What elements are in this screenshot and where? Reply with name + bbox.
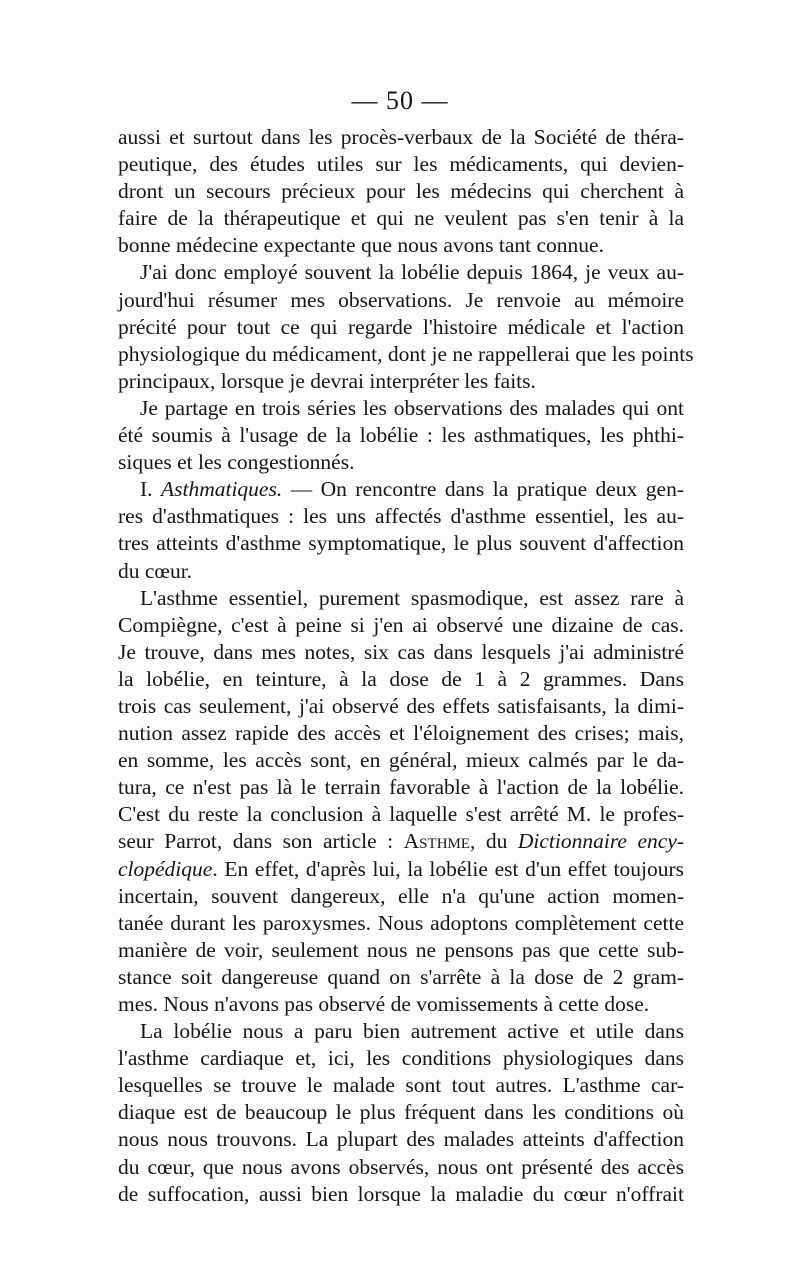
text-line: tanée durant les paroxysmes. Nous adoptons complètement cette xyxy=(118,910,684,935)
text-line: mes. Nous n'avons pas observé de vomissements à cette dose. xyxy=(118,992,650,1016)
text-line: C'est du reste la conclusion à laquelle s'est arrêté M. le profes- xyxy=(118,802,684,827)
text-line: J'ai donc employé souvent la lobélie depuis 1864, je veux au- xyxy=(140,260,684,285)
text-line: été soumis à l'usage de la lobélie : les asthmatiques, les phthi- xyxy=(118,423,684,448)
text-line: en somme, les accès sont, en général, mieux calmés par le da- xyxy=(118,748,684,773)
text-line: peutique, des études utiles sur les médicaments, qui devien- xyxy=(118,152,684,177)
text-run: . En effet, d'après lui, la lobélie est d'un effet toujours xyxy=(212,856,684,881)
text-line: bonne médecine expectante que nous avons tant connue. xyxy=(118,233,604,258)
text-line: Compiègne, c'est à peine si j'en ai observé une dizaine de cas. xyxy=(118,612,684,637)
text-line: de suffocation, aussi bien lorsque la maladie du cœur n'offrait xyxy=(118,1181,684,1206)
article-title: Asthme xyxy=(403,829,471,854)
text-line: siques et les congestionnés. xyxy=(118,450,355,475)
text-line: Je trouve, dans mes notes, six cas dans lesquels j'ai administré xyxy=(118,639,684,664)
text-line: la lobélie, en teinture, à la dose de 1 à 2 grammes. Dans xyxy=(118,666,684,691)
text-line: faire de la thérapeutique et qui ne veulent pas s'en tenir à la xyxy=(118,206,684,231)
section-number: I. xyxy=(140,477,161,502)
text-line: La lobélie nous a paru bien autrement active et utile dans xyxy=(140,1019,684,1044)
text-run: seur Parrot, dans son article : xyxy=(118,829,404,854)
text-line: l'asthme cardiaque et, ici, les conditions physiologiques dans xyxy=(118,1046,684,1071)
text-line: jourd'hui résumer mes observations. Je renvoie au mémoire xyxy=(118,287,684,312)
text-line: res d'asthmatiques : les uns affectés d'asthme essentiel, les au- xyxy=(118,504,684,529)
text-line: L'asthme essentiel, purement spasmodique, est assez rare à xyxy=(140,585,684,610)
text-line: nution assez rapide des accès et l'éloignement des crises; mais, xyxy=(118,721,684,746)
text-run: — On rencontre dans la pratique deux gen- xyxy=(282,477,684,502)
text-line: tres atteints d'asthme symptomatique, le plus souvent d'affection xyxy=(118,531,684,556)
text-line: nous nous trouvons. La plupart des malades atteints d'affection xyxy=(118,1127,684,1152)
work-title: Dictionnaire ency- xyxy=(517,829,684,854)
text-line: dront un secours précieux pour les médecins qui cherchent à xyxy=(118,179,684,204)
text-line: aussi et surtout dans les procès-verbaux de la Société de théra- xyxy=(118,125,684,149)
text-line: du cœur. xyxy=(118,558,193,583)
section-heading-line xyxy=(118,476,684,503)
text-line: précité pour tout ce qui regarde l'histoire médicale et l'action xyxy=(118,314,684,339)
text-line: du cœur, que nous avons observés, nous ont présenté des accès xyxy=(118,1154,684,1179)
text-line: principaux, lorsque je devrai interpréter les faits. xyxy=(118,368,536,393)
page-number: — 50 — xyxy=(351,86,449,115)
text-line: Je partage en trois séries les observations des malades qui ont xyxy=(140,395,684,420)
citation-line xyxy=(118,828,684,855)
section-heading: Asthmatiques. xyxy=(160,477,283,502)
text-line: tura, ce n'est pas là le terrain favorable à l'action de la lobélie. xyxy=(118,775,684,800)
text-run: , du xyxy=(470,829,518,854)
work-title: clopédique xyxy=(118,856,213,881)
text-line: diaque est de beaucoup le plus fréquent dans les conditions où xyxy=(118,1100,684,1125)
text-line: incertain, souvent dangereux, elle n'a qu'une action momen- xyxy=(118,883,684,908)
text-line: lesquelles se trouve le malade sont tout autres. L'asthme car- xyxy=(118,1073,684,1098)
text-line: trois cas seulement, j'ai observé des effets satisfaisants, la dimi- xyxy=(118,693,684,718)
text-line: physiologique du médicament, dont je ne rappellerai que les points xyxy=(118,341,694,366)
body-text xyxy=(118,124,694,1208)
text-line: stance soit dangereuse quand on s'arrête à la dose de 2 gram- xyxy=(118,964,684,989)
text-line: manière de voir, seulement nous ne pensons pas que cette sub- xyxy=(118,937,684,962)
citation-line xyxy=(118,856,684,883)
